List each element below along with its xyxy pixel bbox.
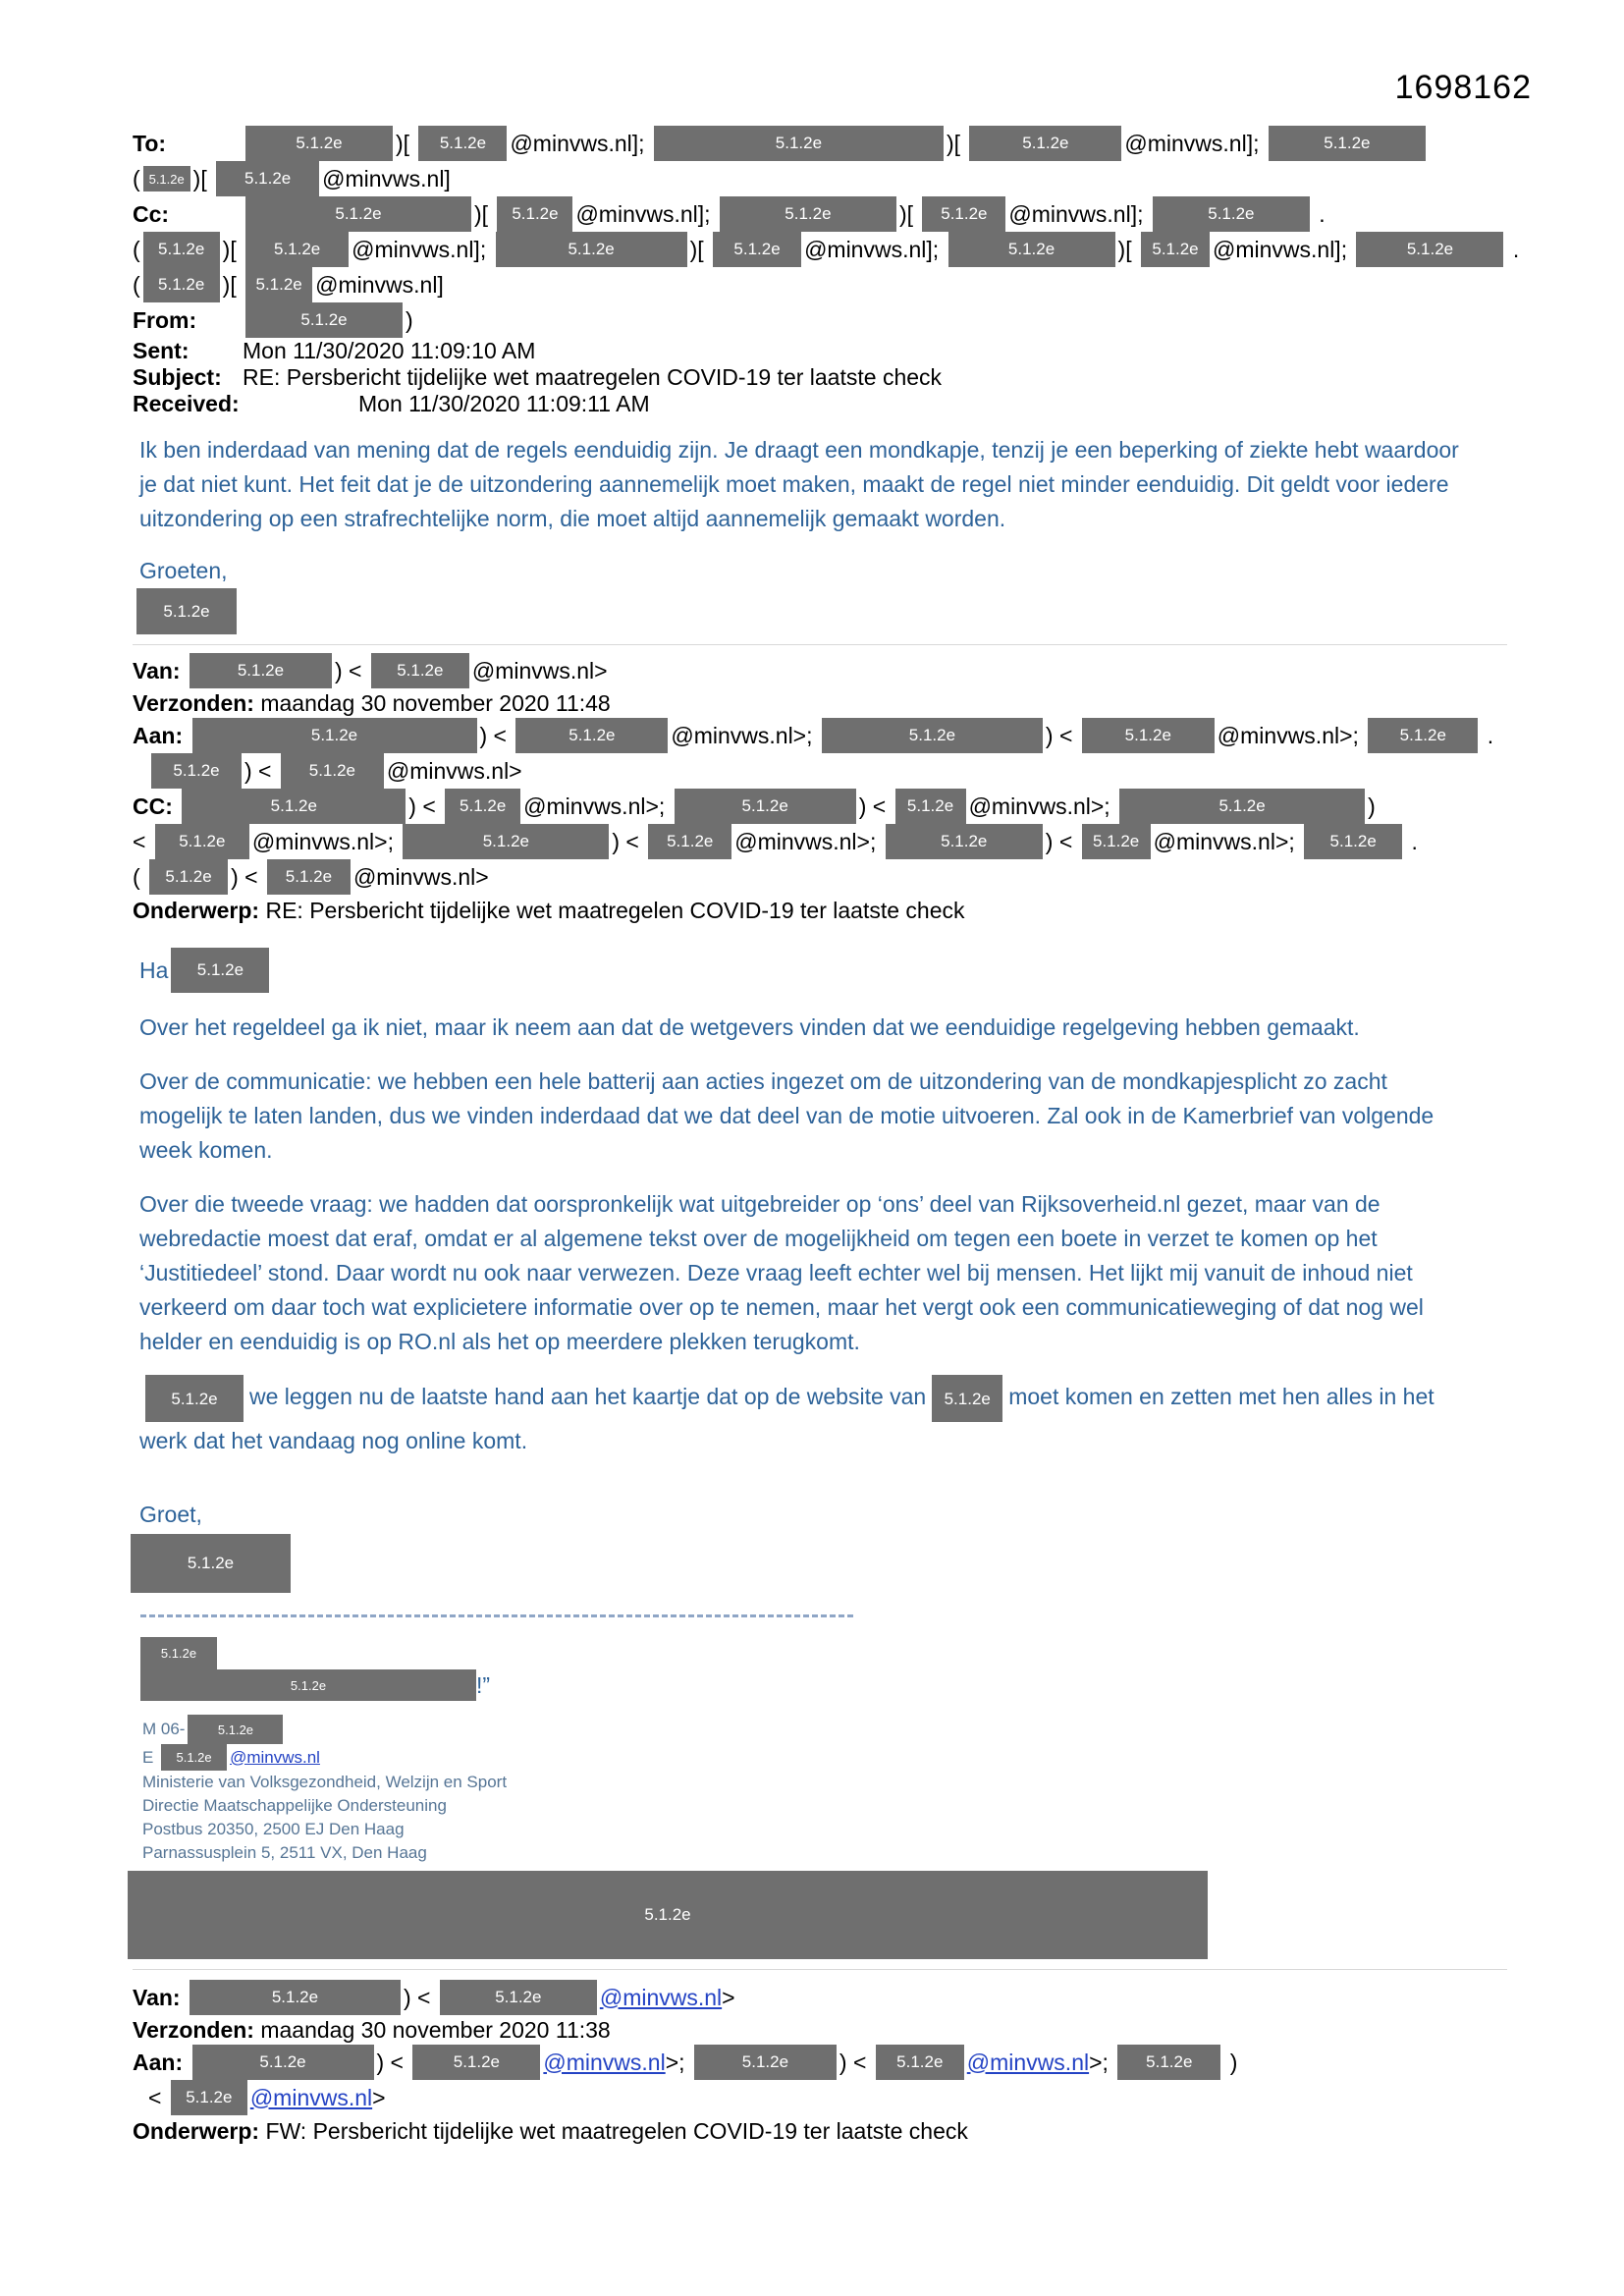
- text-line: [133, 2045, 1511, 2080]
- redaction-box: 5.1.2e: [188, 1715, 283, 1744]
- field-label: Subject:: [133, 364, 222, 390]
- redaction-box: 5.1.2e: [876, 2045, 964, 2080]
- field-label: Received:: [133, 391, 240, 416]
- text-line: [133, 859, 1511, 895]
- header-text: @minvws.nl>;: [1153, 828, 1302, 854]
- redaction-box: 5.1.2e: [131, 1534, 291, 1593]
- redaction-box: 5.1.2e: [151, 753, 242, 789]
- header-text: @minvws.nl>: [386, 757, 522, 784]
- text-line: [142, 1744, 1511, 1771]
- redaction-box: 5.1.2e: [192, 718, 477, 753]
- text-line: [133, 789, 1511, 824]
- redaction-box: 5.1.2e: [267, 859, 351, 895]
- header-text: )[: [222, 236, 244, 262]
- redaction-box: 5.1.2e: [412, 2045, 540, 2080]
- body-text: Ha: [139, 957, 169, 983]
- email-header-middle: [133, 653, 1511, 926]
- redaction-box: 5.1.2e: [932, 1375, 1002, 1422]
- field-label: Sent:: [133, 338, 189, 363]
- header-text: )[: [396, 130, 416, 156]
- field-label: Aan:: [133, 2049, 189, 2075]
- redaction-box: 5.1.2e: [948, 232, 1115, 267]
- text-line: [133, 161, 1511, 196]
- text-line: [134, 588, 1511, 634]
- header-text: ): [1368, 793, 1376, 819]
- field-label: Van:: [133, 1984, 187, 2010]
- header-text: (: [133, 863, 147, 890]
- header-text: @minvws.nl];: [1124, 130, 1266, 156]
- redaction-box: 5.1.2e: [245, 267, 312, 302]
- redacted-quote: [140, 1637, 1511, 1701]
- redaction-box: 5.1.2e: [1356, 232, 1503, 267]
- text-line: [139, 1375, 1467, 1460]
- redaction-box: 5.1.2e: [143, 232, 220, 267]
- signature-text: M 06-: [142, 1720, 186, 1738]
- header-text: RE: Persbericht tijdelijke wet maatregelen COVID-19 ter laatste check: [243, 364, 943, 390]
- header-text: )[: [946, 130, 967, 156]
- body-paragraph: Over de communicatie: we hebben een hele batterij aan acties ingezet om de uitzondering van de mondkapjesplicht zo zacht mogelijk te laten landen, dus we vinden inderdaad dat we dat deel van de motie uitvoeren. Zal ook in de Kamerbrief van volgende week komen.: [139, 1068, 1435, 1163]
- redaction-box: 5.1.2e: [403, 824, 609, 859]
- closing-greeting: Groet,: [139, 1502, 202, 1527]
- text-line: [133, 895, 1511, 926]
- header-text: .: [1481, 722, 1494, 748]
- redaction-box: 5.1.2e: [281, 753, 384, 789]
- redaction-box: 5.1.2e: [161, 1744, 227, 1771]
- header-text: @minvws.nl>;: [968, 793, 1117, 819]
- redaction-box: 5.1.2e: [140, 1669, 476, 1701]
- email-header-bottom: [133, 1980, 1511, 2147]
- text-line: [133, 653, 1511, 688]
- sender-name-redaction: [134, 588, 1511, 634]
- header-text: <: [133, 828, 152, 854]
- email-link[interactable]: @minvws.nl: [249, 2084, 373, 2110]
- header-text: .: [1506, 236, 1520, 262]
- redaction-box: 5.1.2e: [245, 232, 349, 267]
- redaction-box: 5.1.2e: [440, 1980, 597, 2015]
- header-text: @minvws.nl>;: [523, 793, 672, 819]
- body-paragraph: Ik ben inderdaad van mening dat de regels eenduidig zijn. Je draagt een mondkapje, tenzij je een beperking of ziekte hebt waardoor je dat niet kunt. Het feit dat je de uitzondering aannemelijk moet maken, maakt de regel niet minder eenduidig. Dit geldt voor iedere uitzondering op een strafrechtelijke norm, die moet altijd aannemelijk gemaakt worden.: [139, 437, 1459, 531]
- text-line: [142, 1715, 1511, 1744]
- signature-text: Parnassusplein 5, 2511 VX, Den Haag: [142, 1843, 427, 1862]
- redaction-box: 5.1.2e: [922, 196, 1005, 232]
- header-text: ) <: [612, 828, 646, 854]
- header-text: ): [406, 306, 413, 333]
- redaction-box: 5.1.2e: [720, 196, 896, 232]
- redaction-box: 5.1.2e: [149, 859, 228, 895]
- field-label: Van:: [133, 657, 187, 683]
- text-line: [142, 1818, 1511, 1841]
- text-line: [133, 364, 1511, 391]
- redaction-box: 5.1.2e: [1304, 824, 1402, 859]
- header-text: @minvws.nl>;: [734, 828, 883, 854]
- redaction-box: 5.1.2e: [497, 196, 572, 232]
- redaction-box: 5.1.2e: [192, 2045, 374, 2080]
- salutation: [139, 948, 1511, 993]
- header-text: Mon 11/30/2020 11:09:11 AM: [358, 391, 650, 416]
- text-line: [133, 718, 1511, 753]
- header-text: maandag 30 november 2020 11:38: [260, 2016, 611, 2043]
- field-label: Onderwerp:: [133, 2117, 266, 2144]
- field-label: Onderwerp:: [133, 897, 266, 923]
- header-text: )[: [898, 200, 920, 227]
- redaction-box: 5.1.2e: [418, 126, 507, 161]
- text-line: [142, 1794, 1511, 1818]
- header-text: >: [722, 1984, 735, 2010]
- header-text: maandag 30 november 2020 11:48: [260, 689, 611, 716]
- header-text: )[: [1117, 236, 1138, 262]
- redaction-box: 5.1.2e: [189, 1980, 401, 2015]
- text-line: [133, 302, 1511, 338]
- body-text: we leggen nu de laatste hand aan het kaartje dat op de website van: [249, 1384, 927, 1410]
- text-line: [133, 2115, 1511, 2147]
- signature-banner-redaction: [125, 1871, 1511, 1959]
- signature-text: E: [142, 1747, 159, 1767]
- header-text: @minvws.nl>;: [1217, 722, 1366, 748]
- redaction-box: 5.1.2e: [515, 718, 668, 753]
- signature-text: Postbus 20350, 2500 EJ Den Haag: [142, 1820, 405, 1838]
- header-text: ) <: [334, 657, 368, 683]
- closing-greeting: Groeten,: [139, 558, 228, 583]
- header-text: ) <: [376, 2049, 410, 2075]
- email-signature: [142, 1715, 1511, 1865]
- text-line: [133, 1980, 1511, 2015]
- redaction-box: 5.1.2e: [694, 2045, 837, 2080]
- redaction-box: 5.1.2e: [1269, 126, 1426, 161]
- header-text: (: [133, 236, 140, 262]
- redaction-box: 5.1.2e: [128, 1871, 1208, 1959]
- body-paragraph: Over het regeldeel ga ik niet, maar ik neem aan dat de wetgevers vinden dat we eenduidige regelgeving hebben gemaakt.: [139, 1014, 1360, 1040]
- sender-name-redaction: [128, 1534, 1511, 1593]
- text-line: [128, 1534, 1511, 1593]
- redaction-box: 5.1.2e: [445, 789, 520, 824]
- header-text: ) <: [244, 757, 278, 784]
- redaction-box: 5.1.2e: [182, 789, 406, 824]
- text-line: [125, 1871, 1511, 1959]
- redaction-box: 5.1.2e: [140, 1637, 217, 1669]
- redaction-box: 5.1.2e: [713, 232, 801, 267]
- text-line: [133, 753, 1511, 789]
- header-text: ) <: [231, 863, 264, 890]
- body-text: !”: [476, 1671, 491, 1698]
- body-text: moet komen en zetten met hen alles in het werk dat het vandaag nog online komt.: [139, 1384, 1435, 1453]
- header-text: @minvws.nl>: [471, 657, 608, 683]
- header-text: @minvws.nl];: [1008, 200, 1150, 227]
- email-document: [133, 126, 1520, 2147]
- text-line: [142, 1771, 1511, 1794]
- header-text: .: [1405, 828, 1418, 854]
- header-text: @minvws.nl]: [315, 271, 444, 298]
- redaction-box: 5.1.2e: [155, 824, 249, 859]
- header-text: ) <: [1045, 722, 1079, 748]
- header-text: >: [372, 2084, 386, 2110]
- text-line: [133, 2015, 1511, 2045]
- body-paragraph-with-redactions: [139, 1375, 1467, 1460]
- header-text: Mon 11/30/2020 11:09:10 AM: [243, 338, 536, 363]
- redaction-box: 5.1.2e: [675, 789, 856, 824]
- redaction-box: 5.1.2e: [216, 161, 319, 196]
- header-text: )[: [222, 271, 244, 298]
- section-divider: [133, 1969, 1507, 1970]
- redaction-box: 5.1.2e: [886, 824, 1043, 859]
- text-line: [140, 1637, 1511, 1669]
- text-line: [133, 232, 1520, 267]
- field-label: From:: [133, 306, 197, 333]
- header-text: ) <: [408, 793, 443, 819]
- email-link[interactable]: @minvws.nl: [543, 2049, 666, 2075]
- text-line: [133, 688, 1511, 718]
- header-text: <: [148, 2084, 168, 2110]
- redaction-box: 5.1.2e: [136, 588, 237, 634]
- header-text: @minvws.nl];: [575, 200, 717, 227]
- redaction-box: 5.1.2e: [1141, 232, 1210, 267]
- header-text: @minvws.nl]: [322, 165, 451, 191]
- header-text: @minvws.nl];: [804, 236, 946, 262]
- email-header-top: [133, 126, 1520, 417]
- email-link[interactable]: @minvws.nl: [230, 1747, 320, 1767]
- redaction-box: 5.1.2e: [171, 2080, 247, 2115]
- text-line: [133, 824, 1511, 859]
- header-text: ): [1223, 2049, 1238, 2075]
- field-label: Verzonden:: [133, 2016, 261, 2043]
- redaction-box: 5.1.2e: [245, 302, 403, 338]
- redaction-box: 5.1.2e: [245, 126, 393, 161]
- section-divider: [133, 644, 1507, 645]
- redaction-box: 5.1.2e: [1153, 196, 1310, 232]
- redaction-box: 5.1.2e: [371, 653, 469, 688]
- text-line: [133, 391, 1511, 417]
- redaction-box: 5.1.2e: [171, 948, 269, 993]
- header-text: @minvws.nl];: [510, 130, 651, 156]
- redaction-box: 5.1.2e: [143, 166, 190, 191]
- redaction-box: 5.1.2e: [654, 126, 944, 161]
- redaction-box: 5.1.2e: [496, 232, 687, 267]
- redaction-box: 5.1.2e: [822, 718, 1043, 753]
- redaction-box: 5.1.2e: [1117, 2045, 1220, 2080]
- header-text: ) <: [479, 722, 514, 748]
- header-text: ) <: [839, 2049, 873, 2075]
- redaction-box: 5.1.2e: [145, 1375, 244, 1422]
- redaction-box: 5.1.2e: [143, 267, 220, 302]
- header-text: ) <: [858, 793, 893, 819]
- redaction-box: 5.1.2e: [895, 789, 966, 824]
- signature-text: Directie Maatschappelijke Ondersteuning: [142, 1796, 447, 1815]
- text-line: [133, 338, 1511, 364]
- email-link[interactable]: @minvws.nl: [599, 1984, 723, 2010]
- text-line: [140, 1669, 1511, 1701]
- body-paragraph: Over die tweede vraag: we hadden dat oorspronkelijk wat uitgebreider op ‘ons’ deel van Rijksoverheid.nl gezet, maar van de webredactie moest dat eraf, omdat er al algemene tekst over de mogelijkheid om tegen een boete in verzet te komen op het ‘Justitiedeel’ stond. Daar wordt nu ook naar verwezen. Deze vraag leeft echter wel bij mensen. Het lijkt mij vanuit de inhoud niet verkeerd om daar toch wat explicietere informatie over op te nemen, maar het vergt ook een communicatieweging of dat nog wel helder en eenduidig is op RO.nl als het op meerdere plekken terugkomt.: [139, 1191, 1424, 1354]
- field-label: To:: [133, 130, 167, 156]
- redaction-box: 5.1.2e: [648, 824, 731, 859]
- redaction-box: 5.1.2e: [189, 653, 332, 688]
- header-text: ) <: [1045, 828, 1079, 854]
- redaction-box: 5.1.2e: [245, 196, 471, 232]
- header-text: @minvws.nl>;: [671, 722, 819, 748]
- header-text: @minvws.nl>;: [251, 828, 401, 854]
- field-label: Aan:: [133, 722, 189, 748]
- header-text: RE: Persbericht tijdelijke wet maatregelen COVID-19 ter laatste check: [265, 897, 965, 923]
- email-link[interactable]: @minvws.nl: [966, 2049, 1090, 2075]
- text-line: [133, 2080, 1511, 2115]
- signature-text: Ministerie van Volksgezondheid, Welzijn en Sport: [142, 1773, 508, 1791]
- text-line: [133, 196, 1511, 232]
- header-text: ) <: [403, 1984, 437, 2010]
- header-text: @minvws.nl];: [352, 236, 493, 262]
- header-text: >;: [665, 2049, 691, 2075]
- header-text: >;: [1089, 2049, 1115, 2075]
- field-label: Verzonden:: [133, 689, 261, 716]
- header-text: )[: [689, 236, 711, 262]
- redaction-box: 5.1.2e: [1082, 824, 1151, 859]
- header-text: (: [133, 165, 140, 191]
- redaction-box: 5.1.2e: [1082, 718, 1215, 753]
- header-text: )[: [192, 165, 214, 191]
- header-text: @minvws.nl>: [352, 863, 489, 890]
- field-label: Cc:: [133, 200, 170, 227]
- header-text: .: [1312, 200, 1326, 227]
- document-number: 1698162: [1394, 69, 1532, 106]
- text-line: [133, 126, 1511, 161]
- signature-divider: [140, 1614, 853, 1617]
- text-line: [133, 267, 1511, 302]
- redaction-box: 5.1.2e: [969, 126, 1121, 161]
- header-text: )[: [474, 200, 495, 227]
- header-text: @minvws.nl];: [1213, 236, 1354, 262]
- redaction-box: 5.1.2e: [1368, 718, 1478, 753]
- header-text: (: [133, 271, 140, 298]
- header-text: FW: Persbericht tijdelijke wet maatregelen COVID-19 ter laatste check: [265, 2117, 968, 2144]
- text-line: [139, 948, 1511, 993]
- field-label: CC:: [133, 793, 180, 819]
- text-line: [142, 1841, 1511, 1865]
- redaction-box: 5.1.2e: [1119, 789, 1365, 824]
